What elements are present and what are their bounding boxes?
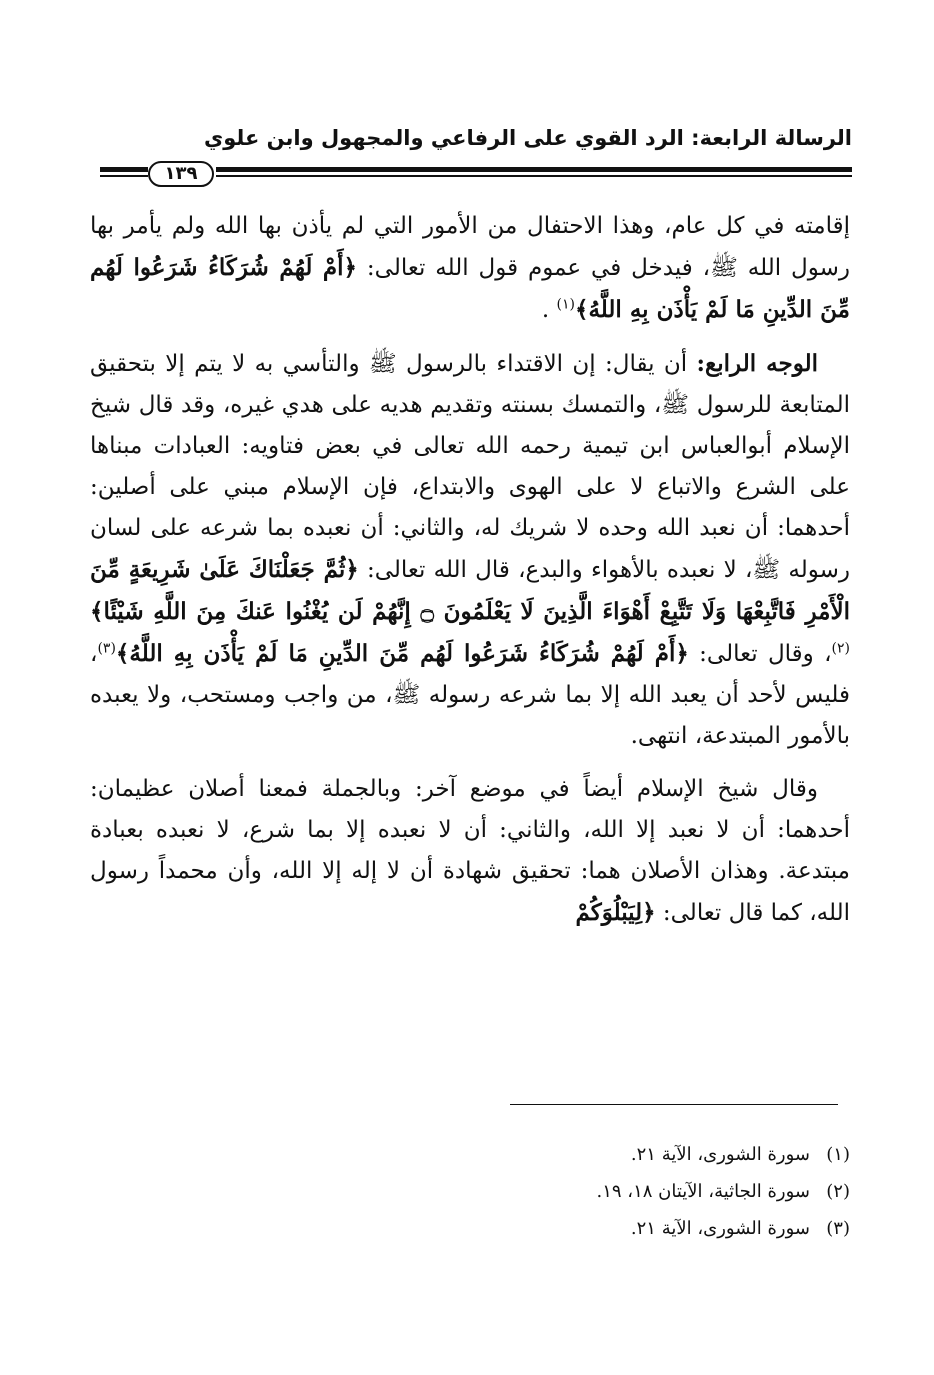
paragraph-1-text: إقامته في كل عام، وهذا الاحتفال من الأمور التي لم يأذن بها الله ولم يأمر بها رسول الله ﷺ، فيدخل في عموم قول الله تعالى: [90, 213, 850, 281]
footnote-item [300, 1210, 850, 1247]
page-number: ١٣٩ [148, 161, 214, 187]
footnote-ref-2: (٢) [831, 640, 850, 657]
paragraph-3 [90, 769, 850, 934]
footnote-separator [510, 1104, 838, 1105]
main-text [90, 206, 850, 934]
paragraph-2-end: ، فليس لأحد أن يعبد الله إلا بما شرعه رسوله ﷺ، من واجب ومستحب، ولا يعبده بالأمور المبتدعة، انتهى. [90, 641, 850, 749]
quran-verse: ﴿ثُمَّ جَعَلْنَاكَ عَلَىٰ شَرِيعَةٍ مِّنَ الْأَمْرِ فَاتَّبِعْهَا وَلَا تَتَّبِعْ أَهْوَاءَ الَّذِينَ لَا يَعْلَمُونَ ۝ إِنَّهُمْ لَن يُغْنُوا عَنكَ مِنَ اللَّهِ شَيْئًا﴾ [90, 556, 850, 625]
header-rule [100, 163, 852, 187]
footnote-text: سورة الشورى، الآية ٢١. [630, 1144, 810, 1165]
footnote-ref-1: (١) [556, 296, 575, 313]
paragraph-2-mid: ، وقال تعالى: [688, 641, 832, 667]
footnote-number: (٢) [826, 1181, 850, 1202]
quran-verse: ﴿لِيَبْلُوَكُمْ [575, 899, 656, 926]
paragraph-1 [90, 206, 850, 331]
paragraph-2-text: أن يقال: إن الاقتداء بالرسول ﷺ والتأسي به لا يتم إلا بتحقيق المتابعة للرسول ﷺ، والتمسك بسنته وتقديم هديه على هدي غيره، وقد قال شيخ الإسلام أبوالعباس ابن تيمية رحمه الله تعالى في بعض فتاويه: العبادات مبناها على الشرع والاتباع لا على الهوى والابتداع، فإن الإسلام مبني على أصلين: أحدهما: أن نعبد الله وحده لا شريك له، والثاني: أن نعبده بما شرعه على لسان رسوله ﷺ، لا نعبده بالأهواء والبدع، قال الله تعالى: [90, 351, 850, 583]
quran-verse: ﴿أَمْ لَهُمْ شُرَكَاءُ شَرَعُوا لَهُم مِّنَ الدِّينِ مَا لَمْ يَأْذَن بِهِ اللَّهُ﴾ [90, 254, 850, 323]
quran-verse: ﴿أَمْ لَهُمْ شُرَكَاءُ شَرَعُوا لَهُم مِّنَ الدِّينِ مَا لَمْ يَأْذَن بِهِ اللَّهُ﴾ [115, 640, 689, 667]
paragraph-2 [90, 343, 850, 757]
footnote-text: سورة الشورى، الآية ٢١. [630, 1218, 810, 1239]
header-rule-right [216, 167, 852, 181]
footnote-number: (١) [826, 1144, 850, 1165]
footnotes [300, 1136, 850, 1247]
paragraph-3-text: وقال شيخ الإسلام أيضاً في موضع آخر: وبالجملة فمعنا أصلان عظيمان: أحدهما: أن لا نعبد إلا الله، والثاني: أن لا نعبده إلا بما شرع، لا نعبده بعبادة مبتدعة. وهذان الأصلان هما: تحقيق شهادة أن لا إله إلا الله، وأن محمداً رسول الله، كما قال تعالى: [90, 776, 850, 926]
footnote-item [300, 1136, 850, 1173]
paragraph-2-lead: الوجه الرابع: [696, 350, 818, 377]
header-rule-left [100, 167, 148, 181]
paragraph-1-end: . [541, 297, 557, 323]
footnote-text: سورة الجاثية، الآيتان ١٨، ١٩. [596, 1181, 810, 1202]
running-header: الرسالة الرابعة: الرد القوي على الرفاعي والمجهول وابن علوي [203, 126, 852, 150]
footnote-item [300, 1173, 850, 1210]
footnote-number: (٣) [826, 1218, 850, 1239]
footnote-ref-3: (٣) [97, 640, 116, 657]
